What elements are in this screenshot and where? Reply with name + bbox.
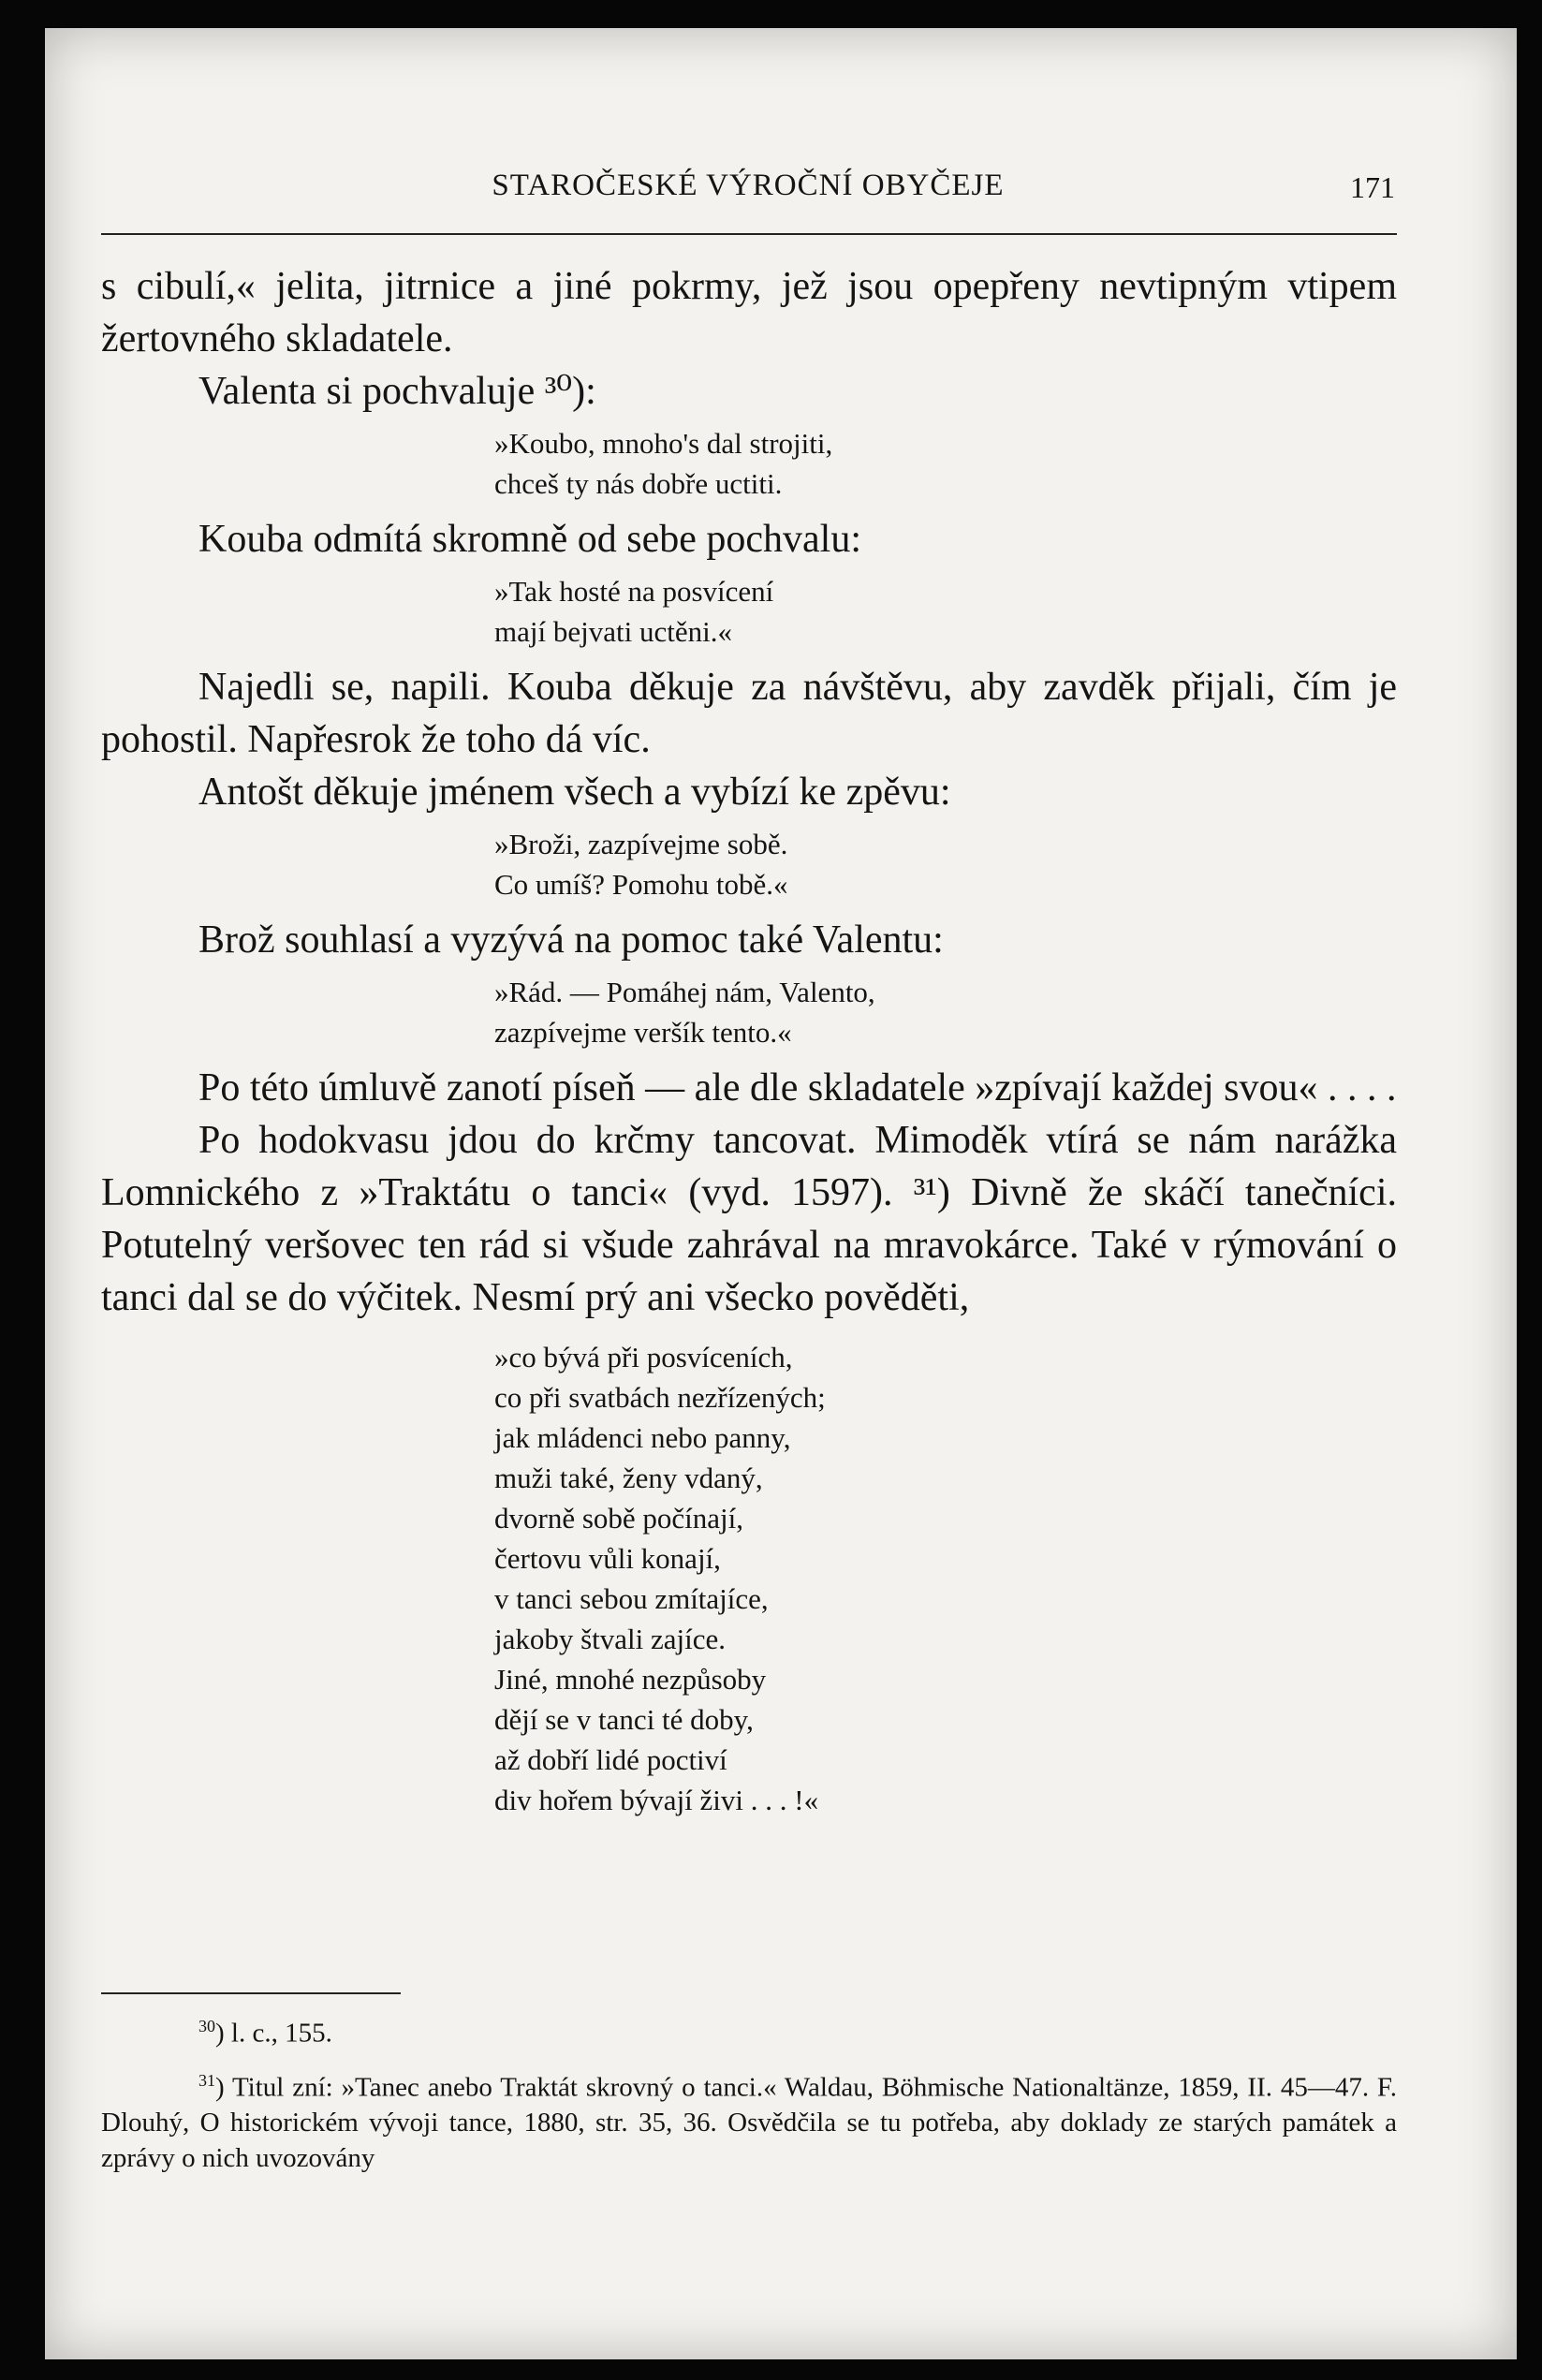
footnote-30: $^{30}$) l. c., 155. xyxy=(198,2017,332,2049)
paragraph-6: Brož souhlasí a vyzývá na pomoc také Valentu: xyxy=(198,918,944,962)
paragraph-3: Kouba odmítá skromně od sebe pochvalu: xyxy=(198,518,862,561)
verse-4 xyxy=(494,972,1397,1052)
verse-line: Jiné, mnohé nezpůsoby xyxy=(494,1663,767,1696)
paragraph-1: s cibulí,« jelita, jitrnice a jiné pokrmy, jež jsou opepřeny nevtipným vtipem žertovného skladatele. xyxy=(101,265,1397,360)
running-title: STAROČESKÉ VÝROČNÍ OBYČEJE xyxy=(492,169,1005,202)
verse-5 xyxy=(494,1337,1397,1820)
verse-1 xyxy=(494,423,1397,504)
verse-line: jakoby štvali zajíce. xyxy=(494,1623,727,1655)
footnote-mark: 30 xyxy=(198,2017,215,2035)
footnote-31: $^{31}$) Titul zní: »Tanec anebo Traktát skrovný o tanci.« Waldau, Böhmische Nationaltänze, 1859, II. 45—47. F. Dlouhý, O historickém vývoji tance, 1880, str. 35, 36. Osvědčila se tu potřeba, aby doklady ze starých památek a zprávy o nich uvozovány xyxy=(101,2070,1397,2174)
footnote-rule xyxy=(101,1992,401,1994)
verse-line: až dobří lidé poctiví xyxy=(494,1743,727,1776)
verse-line: dějí se v tanci té doby, xyxy=(494,1703,754,1736)
verse-line: zazpívejme veršík tento.« xyxy=(494,1016,792,1049)
verse-line: »Koubo, mnoho's dal strojiti, xyxy=(494,427,833,460)
paragraph-8: Po hodokvasu jdou do krčmy tancovat. Mimoděk vtírá se nám narážka Lomnického z »Traktátu o tanci« (vyd. 1597). ³¹) Divně že skáčí tanečníci. Potutelný veršovec ten rád si všude zahrával na mravokárce. Také v rýmování o tanci dal se do výčitek. Nesmí prý ani všecko pověděti, xyxy=(101,1119,1397,1319)
book-page xyxy=(45,28,1517,2359)
verse-line: dvorně sobě počínají, xyxy=(494,1502,744,1535)
verse-line: čertovu vůli konají, xyxy=(494,1542,721,1575)
verse-line: chceš ty nás dobře uctiti. xyxy=(494,467,783,500)
footnote-text: Titul zní: »Tanec anebo Traktát skrovný o tanci.« Waldau, Böhmische Nationaltänze, 1859, II. 45—47. F. Dlouhý, O historickém vývoji tance, 1880, str. 35, 36. Osvědčila se tu potřeba, aby doklady ze starých památek a zprávy o nich uvozovány xyxy=(101,2072,1397,2174)
verse-line: Co umíš? Pomohu tobě.« xyxy=(494,868,788,901)
verse-line: div hořem bývají živi . . . !« xyxy=(494,1784,819,1816)
verse-line: jak mládenci nebo panny, xyxy=(494,1421,791,1454)
verse-2 xyxy=(494,571,1397,652)
footnotes xyxy=(101,2008,1397,2187)
footnote-text: l. c., 155. xyxy=(230,2018,332,2049)
page-number: 171 xyxy=(1350,170,1395,204)
verse-line: muži také, ženy vdaný, xyxy=(494,1462,763,1494)
verse-line: co při svatbách nezřízených; xyxy=(494,1381,826,1414)
paragraph-4: Najedli se, napili. Kouba děkuje za návštěvu, aby zavděk přijali, čím je pohostil. Napřesrok že toho dá víc. xyxy=(101,666,1397,761)
footnote-mark: 31 xyxy=(198,2070,215,2090)
verse-line: »Rád. — Pomáhej nám, Valento, xyxy=(494,976,875,1008)
running-head xyxy=(101,157,1395,213)
verse-line: »Tak hosté na posvícení xyxy=(494,575,774,608)
verse-line: »co bývá při posvíceních, xyxy=(494,1341,793,1374)
verse-line: v tanci sebou zmítajíce, xyxy=(494,1582,769,1615)
verse-line: mají bejvati uctěni.« xyxy=(494,615,732,648)
verse-3 xyxy=(494,824,1397,904)
main-text xyxy=(101,260,1397,1841)
header-rule xyxy=(101,233,1397,235)
paragraph-5: Antošt děkuje jménem všech a vybízí ke zpěvu: xyxy=(198,771,951,814)
verse-line: »Broži, zazpívejme sobě. xyxy=(494,828,788,860)
paragraph-7: Po této úmluvě zanotí píseň — ale dle skladatele »zpívají každej svou« . . . . xyxy=(198,1066,1397,1109)
paragraph-2: Valenta si pochvaluje ³⁰): xyxy=(198,370,596,413)
